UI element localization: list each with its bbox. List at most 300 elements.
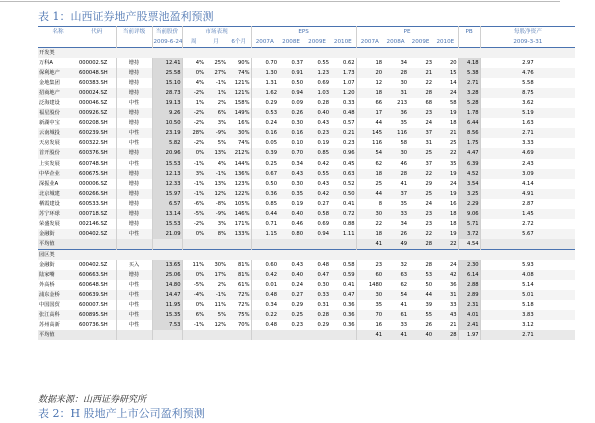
table-cell: 35 xyxy=(356,300,383,310)
table-cell: 中性 xyxy=(116,159,152,169)
table-cell: 4.52 xyxy=(458,169,480,179)
table-cell: 74% xyxy=(227,138,251,148)
table-cell: 149% xyxy=(227,108,251,118)
table-cell: 4% xyxy=(205,159,227,169)
table-cell: 46 xyxy=(383,159,408,169)
section-name: 开发类 xyxy=(38,48,575,59)
table-cell: -2% xyxy=(182,219,205,229)
table-cell: 3% xyxy=(182,169,205,179)
table-cell: 0.52 xyxy=(330,179,356,189)
table-cell: 19 xyxy=(433,108,458,118)
table-cell: 6.14 xyxy=(458,270,480,280)
top-rule xyxy=(0,0,595,4)
table-cell: 2.30 xyxy=(458,260,480,270)
table-cell: 600239.SH xyxy=(78,128,116,138)
table-cell xyxy=(278,330,304,340)
table-cell: 66 xyxy=(356,98,383,108)
table-cell: 37 xyxy=(408,159,433,169)
table-cell: 0.24 xyxy=(278,280,304,290)
table-cell: 70 xyxy=(356,310,383,320)
header-year: 2010E xyxy=(433,37,458,48)
table-cell: 3.72 xyxy=(458,229,480,239)
table-cell: 54 xyxy=(383,290,408,300)
table-cell: 000402.SZ xyxy=(78,260,116,270)
table-cell: 0.57 xyxy=(330,118,356,128)
table-cell: 1.97 xyxy=(458,330,480,340)
table-cell: 增持 xyxy=(116,68,152,78)
table-cell: 0.10 xyxy=(278,138,304,148)
table-cell: 28 xyxy=(408,88,433,98)
table-cell: 上实发展 xyxy=(38,159,78,169)
header-year: 2009E xyxy=(304,37,330,48)
table-cell: 121% xyxy=(227,78,251,88)
table-cell: 金地集团 xyxy=(38,78,78,88)
table-cell: 000926.SZ xyxy=(78,108,116,118)
table-cell: 0.24 xyxy=(251,118,278,128)
table-cell: 000402.SZ xyxy=(78,229,116,239)
table-cell: 0.70 xyxy=(278,148,304,158)
table-cell: 0.55 xyxy=(304,58,330,68)
header-year: 2010E xyxy=(330,37,356,48)
table-cell: 栖霞建设 xyxy=(38,199,78,209)
table-cell: 16% xyxy=(227,118,251,128)
table-cell: 30 xyxy=(356,209,383,219)
table-cell xyxy=(251,330,278,340)
table-row xyxy=(38,159,575,169)
table-cell: 0.63 xyxy=(330,169,356,179)
table-cell: 3.33 xyxy=(480,138,575,148)
table-cell: 0.47 xyxy=(330,290,356,300)
table-cell: 增持 xyxy=(116,189,152,199)
table-cell: -5% xyxy=(182,280,205,290)
table-cell: 21 xyxy=(433,128,458,138)
table-row xyxy=(38,199,575,209)
table-cell: 8.75 xyxy=(480,88,575,98)
table-cell: 2.71 xyxy=(480,128,575,138)
table-cell: 中性 xyxy=(116,229,152,239)
table-cell: 24 xyxy=(408,199,433,209)
table-cell: 浦东金桥 xyxy=(38,290,78,300)
table-cell: 平均值 xyxy=(38,239,78,250)
table-cell: 8% xyxy=(205,229,227,239)
table-cell: 5.19 xyxy=(480,108,575,118)
table-cell: 0.25 xyxy=(278,310,304,320)
table-cell: 33 xyxy=(433,300,458,310)
table-row xyxy=(38,58,575,68)
table-cell: 2.88 xyxy=(458,280,480,290)
table-cell: -1% xyxy=(182,159,205,169)
table-cell: 1.15 xyxy=(251,229,278,239)
table-cell: 23 xyxy=(356,260,383,270)
table-cell: 30 xyxy=(356,290,383,300)
table-cell: 3.83 xyxy=(480,310,575,320)
table-cell: 0.42 xyxy=(304,189,330,199)
table-cell: 136% xyxy=(227,169,251,179)
table-cell: 0% xyxy=(182,229,205,239)
table-cell: 600266.SH xyxy=(78,189,116,199)
table-cell: 31 xyxy=(433,290,458,300)
table-cell: 苏州高新 xyxy=(38,320,78,330)
table-cell: 0.60 xyxy=(251,260,278,270)
table-cell: 28% xyxy=(182,128,205,138)
table-cell: 600663.SH xyxy=(78,270,116,280)
table-cell: 35 xyxy=(433,159,458,169)
table-cell: 16 xyxy=(356,320,383,330)
table-cell: 0.05 xyxy=(251,138,278,148)
table-cell: 外高桥 xyxy=(38,280,78,290)
table-cell: 4.76 xyxy=(480,68,575,78)
table-row xyxy=(38,148,575,158)
table-cell: 37 xyxy=(408,128,433,138)
table-cell: 0.30 xyxy=(278,179,304,189)
table-cell: -9% xyxy=(205,209,227,219)
table-cell xyxy=(304,330,330,340)
table-cell: 中性 xyxy=(116,320,152,330)
table-cell: 21.09 xyxy=(152,229,182,239)
table-cell: 32 xyxy=(383,260,408,270)
table-cell: 31 xyxy=(408,138,433,148)
table-cell: 28 xyxy=(408,239,433,250)
table-cell: 2.72 xyxy=(480,219,575,229)
table-cell: 0.42 xyxy=(251,270,278,280)
table-row xyxy=(38,260,575,270)
table-cell: 13% xyxy=(205,179,227,189)
table-cell: 28.73 xyxy=(152,88,182,98)
table-cell: 116 xyxy=(356,138,383,148)
table-cell: -1% xyxy=(182,179,205,189)
table-cell: 0.40 xyxy=(304,108,330,118)
table-cell: 0.40 xyxy=(278,209,304,219)
table-cell: 28 xyxy=(383,169,408,179)
table-cell xyxy=(78,239,116,250)
table-cell: 0% xyxy=(182,68,205,78)
table-cell: 1.11 xyxy=(330,229,356,239)
table-cell: 平均值 xyxy=(38,330,78,340)
table-cell: 0.50 xyxy=(330,189,356,199)
table-cell: 28 xyxy=(433,330,458,340)
table-cell: 5.38 xyxy=(458,68,480,78)
header-eps: EPS xyxy=(251,27,356,38)
table-cell: 19.13 xyxy=(152,98,182,108)
table-cell: 28 xyxy=(383,68,408,78)
table-cell: 13% xyxy=(205,148,227,158)
table-cell: 12.41 xyxy=(152,58,182,68)
table-cell xyxy=(116,239,152,250)
table-cell: 12.13 xyxy=(152,169,182,179)
table-row xyxy=(38,219,575,229)
table-cell: 000002.SZ xyxy=(78,58,116,68)
average-row xyxy=(38,239,575,250)
table-cell: 0.67 xyxy=(251,169,278,179)
table-cell: 22 xyxy=(433,148,458,158)
table-cell: 81% xyxy=(227,260,251,270)
section-header xyxy=(38,48,575,59)
table-cell: 0.42 xyxy=(304,159,330,169)
table-cell: 3.62 xyxy=(480,98,575,108)
table-cell: 增持 xyxy=(116,148,152,158)
table-cell: 24 xyxy=(408,118,433,128)
table-cell: 中性 xyxy=(116,98,152,108)
table-cell: 212% xyxy=(227,148,251,158)
table-cell: 41 xyxy=(383,300,408,310)
table-cell xyxy=(116,330,152,340)
table-cell: 49 xyxy=(383,239,408,250)
table-cell: 15.97 xyxy=(152,189,182,199)
table-cell: 26 xyxy=(383,229,408,239)
table-cell xyxy=(182,330,205,340)
header-year: 2007A xyxy=(356,37,383,48)
table-cell: 招商地产 xyxy=(38,88,78,98)
table-cell: 10.50 xyxy=(152,118,182,128)
table-cell: 天房发展 xyxy=(38,138,78,148)
table-cell xyxy=(78,330,116,340)
table-cell: 2.71 xyxy=(480,330,575,340)
table-cell: 18 xyxy=(356,229,383,239)
table-cell: 2.97 xyxy=(480,58,575,68)
table-cell: 41 xyxy=(383,179,408,189)
table-cell: 58 xyxy=(433,98,458,108)
table-row xyxy=(38,169,575,179)
table-cell: 0.19 xyxy=(278,199,304,209)
table-cell: 4.47 xyxy=(458,148,480,158)
table-cell xyxy=(480,239,575,250)
table-cell: 0.29 xyxy=(278,300,304,310)
table-cell xyxy=(227,330,251,340)
table-cell: 25 xyxy=(408,148,433,158)
table-cell: 0.55 xyxy=(304,169,330,179)
table-cell: 0.34 xyxy=(251,300,278,310)
header-month: 月 xyxy=(205,37,227,48)
table-cell: 0.01 xyxy=(251,280,278,290)
table-cell: 3% xyxy=(205,219,227,229)
table-cell: 600533.SH xyxy=(78,199,116,209)
table-cell: 19 xyxy=(433,169,458,179)
table-cell: 0.31 xyxy=(304,300,330,310)
table-cell: 增持 xyxy=(116,270,152,280)
table-cell: 15.53 xyxy=(152,159,182,169)
table-cell: 2.29 xyxy=(458,199,480,209)
table-cell: 苏宁环球 xyxy=(38,209,78,219)
table-cell: 5.58 xyxy=(480,78,575,88)
table-cell: 2% xyxy=(205,98,227,108)
table-cell: 70% xyxy=(227,320,251,330)
table-cell: 0.25 xyxy=(251,159,278,169)
table-cell: 0.41 xyxy=(330,199,356,209)
table-cell: -1% xyxy=(205,169,227,179)
table-cell: 18 xyxy=(433,219,458,229)
table-cell: 43 xyxy=(433,310,458,320)
table-cell: 1.45 xyxy=(480,209,575,219)
table-row xyxy=(38,108,575,118)
table-cell: -5% xyxy=(182,209,205,219)
table-cell xyxy=(205,330,227,340)
table-cell: 13.14 xyxy=(152,209,182,219)
table-cell: -8% xyxy=(205,199,227,209)
table-cell: 29 xyxy=(408,179,433,189)
table-cell: 4.01 xyxy=(458,310,480,320)
table-cell: 25 xyxy=(356,179,383,189)
header-name: 名称 xyxy=(38,27,78,38)
table-cell: 15.53 xyxy=(152,219,182,229)
table-cell: 213 xyxy=(383,98,408,108)
table-cell: 11% xyxy=(205,300,227,310)
table-cell: 24 xyxy=(433,88,458,98)
table-cell: 23 xyxy=(408,209,433,219)
table-cell: 北京城建 xyxy=(38,189,78,199)
table-cell: 0.43 xyxy=(278,260,304,270)
table-body xyxy=(38,48,575,341)
next-table-title: 表 2：H 股地产上市公司盈利预测 xyxy=(38,407,205,420)
table-row xyxy=(38,280,575,290)
table-cell: 20 xyxy=(356,68,383,78)
table-cell: 37 xyxy=(383,189,408,199)
table-cell: 增持 xyxy=(116,88,152,98)
table-row xyxy=(38,68,575,78)
table-cell: 50 xyxy=(408,280,433,290)
table-cell: 1.63 xyxy=(480,118,575,128)
table-cell: 0.85 xyxy=(251,199,278,209)
table-cell: 3.12 xyxy=(480,320,575,330)
table-cell: 中国国贸 xyxy=(38,300,78,310)
table-cell: 0.29 xyxy=(251,98,278,108)
table-cell: 600376.SH xyxy=(78,148,116,158)
table-cell: 18 xyxy=(433,118,458,128)
header-price: 当前股价 xyxy=(152,27,182,38)
table-cell: 增持 xyxy=(116,108,152,118)
table-cell: 0.58 xyxy=(304,209,330,219)
table-cell: 福星股份 xyxy=(38,108,78,118)
table-row xyxy=(38,300,575,310)
table-cell: 8 xyxy=(356,199,383,209)
table-cell: 26 xyxy=(408,320,433,330)
table-cell: 25 xyxy=(408,189,433,199)
source-note: 数据来源：山西证券研究所 xyxy=(38,395,147,405)
table-cell: 122% xyxy=(227,189,251,199)
table-cell xyxy=(251,239,278,250)
table-cell: 11.95 xyxy=(152,300,182,310)
table-cell: 0.91 xyxy=(278,68,304,78)
table-cell: 90% xyxy=(227,58,251,68)
table-cell xyxy=(330,330,356,340)
table-cell: 33 xyxy=(383,320,408,330)
table-cell: 中性 xyxy=(116,138,152,148)
table-cell: 25% xyxy=(205,58,227,68)
table-cell: 6% xyxy=(205,108,227,118)
table-cell: 121% xyxy=(227,88,251,98)
table-cell: 19 xyxy=(433,189,458,199)
table-cell: 36 xyxy=(383,108,408,118)
table-cell: 18 xyxy=(433,209,458,219)
table-cell: 2.89 xyxy=(458,290,480,300)
table-row xyxy=(38,320,575,330)
table-cell: 74% xyxy=(227,68,251,78)
header-nav: 每股净资产 xyxy=(480,27,575,38)
table-cell: 21 xyxy=(408,68,433,78)
table-cell: 600748.SH xyxy=(78,159,116,169)
table-cell: 30 xyxy=(383,148,408,158)
table-cell: 0.36 xyxy=(251,189,278,199)
table-cell: 000024.SZ xyxy=(78,88,116,98)
table-cell: 0.48 xyxy=(330,108,356,118)
table-cell: 3.28 xyxy=(458,88,480,98)
table-cell: 72% xyxy=(227,300,251,310)
table-cell: 中性 xyxy=(116,290,152,300)
table-cell: 2.71 xyxy=(458,78,480,88)
table-cell: 中性 xyxy=(116,280,152,290)
table-cell: 34 xyxy=(383,58,408,68)
table-cell: 4% xyxy=(182,78,205,88)
table-cell: 22 xyxy=(433,239,458,250)
table-cell: 54 xyxy=(356,148,383,158)
table-title: 表 1：山西证券地产股票池盈利预测 xyxy=(38,10,214,23)
table-cell: 81% xyxy=(227,270,251,280)
table-cell: 15 xyxy=(433,68,458,78)
table-cell: 600007.SH xyxy=(78,300,116,310)
table-cell: 22 xyxy=(408,78,433,88)
table-cell: 145 xyxy=(356,128,383,138)
table-cell: 4.91 xyxy=(480,189,575,199)
table-cell: 62 xyxy=(383,280,408,290)
table-cell: 0.62 xyxy=(330,58,356,68)
table-cell: 33 xyxy=(383,209,408,219)
table-row xyxy=(38,118,575,128)
table-cell: 24 xyxy=(433,179,458,189)
table-cell: 6.57 xyxy=(152,199,182,209)
header-pe: PE xyxy=(356,27,458,38)
table-cell: 0.27 xyxy=(304,199,330,209)
section-name: 园区类 xyxy=(38,249,575,260)
table-cell: 62 xyxy=(356,159,383,169)
table-cell: 72% xyxy=(227,290,251,300)
table-cell: 17% xyxy=(205,270,227,280)
table-cell: 158% xyxy=(227,98,251,108)
table-cell: 云南城投 xyxy=(38,128,78,138)
table-cell: 18 xyxy=(356,88,383,98)
table-cell: 5.18 xyxy=(480,300,575,310)
table-cell: 0.69 xyxy=(304,78,330,88)
table-cell: 000718.SZ xyxy=(78,209,116,219)
table-cell: 0.28 xyxy=(304,98,330,108)
table-cell: 深振业A xyxy=(38,179,78,189)
table-cell: 61% xyxy=(227,280,251,290)
table-cell: 22 xyxy=(408,169,433,179)
table-cell: 4.08 xyxy=(480,270,575,280)
table-cell: 34 xyxy=(383,219,408,229)
table-cell: 4.54 xyxy=(458,239,480,250)
table-cell: 0.47 xyxy=(304,270,330,280)
table-cell: 12 xyxy=(356,78,383,88)
table-cell: 600208.SH xyxy=(78,118,116,128)
table-cell: 0.26 xyxy=(278,108,304,118)
table-cell: 19 xyxy=(433,229,458,239)
table-cell: 7.53 xyxy=(152,320,182,330)
table-cell: 0.85 xyxy=(304,148,330,158)
table-cell: 买入 xyxy=(116,260,152,270)
table-cell: 0.94 xyxy=(278,88,304,98)
table-cell: 0.48 xyxy=(251,290,278,300)
table-cell: 105% xyxy=(227,199,251,209)
table-cell: 1% xyxy=(205,88,227,98)
table-cell: 61 xyxy=(383,310,408,320)
table-cell: 0.29 xyxy=(304,320,330,330)
header-year: 2008A xyxy=(383,37,408,48)
table-cell: 600895.SH xyxy=(78,310,116,320)
table-cell: 中性 xyxy=(116,310,152,320)
table-cell: 0.44 xyxy=(251,209,278,219)
table-cell: 2.87 xyxy=(480,199,575,209)
table-cell xyxy=(152,330,182,340)
table-cell: 中华企业 xyxy=(38,169,78,179)
